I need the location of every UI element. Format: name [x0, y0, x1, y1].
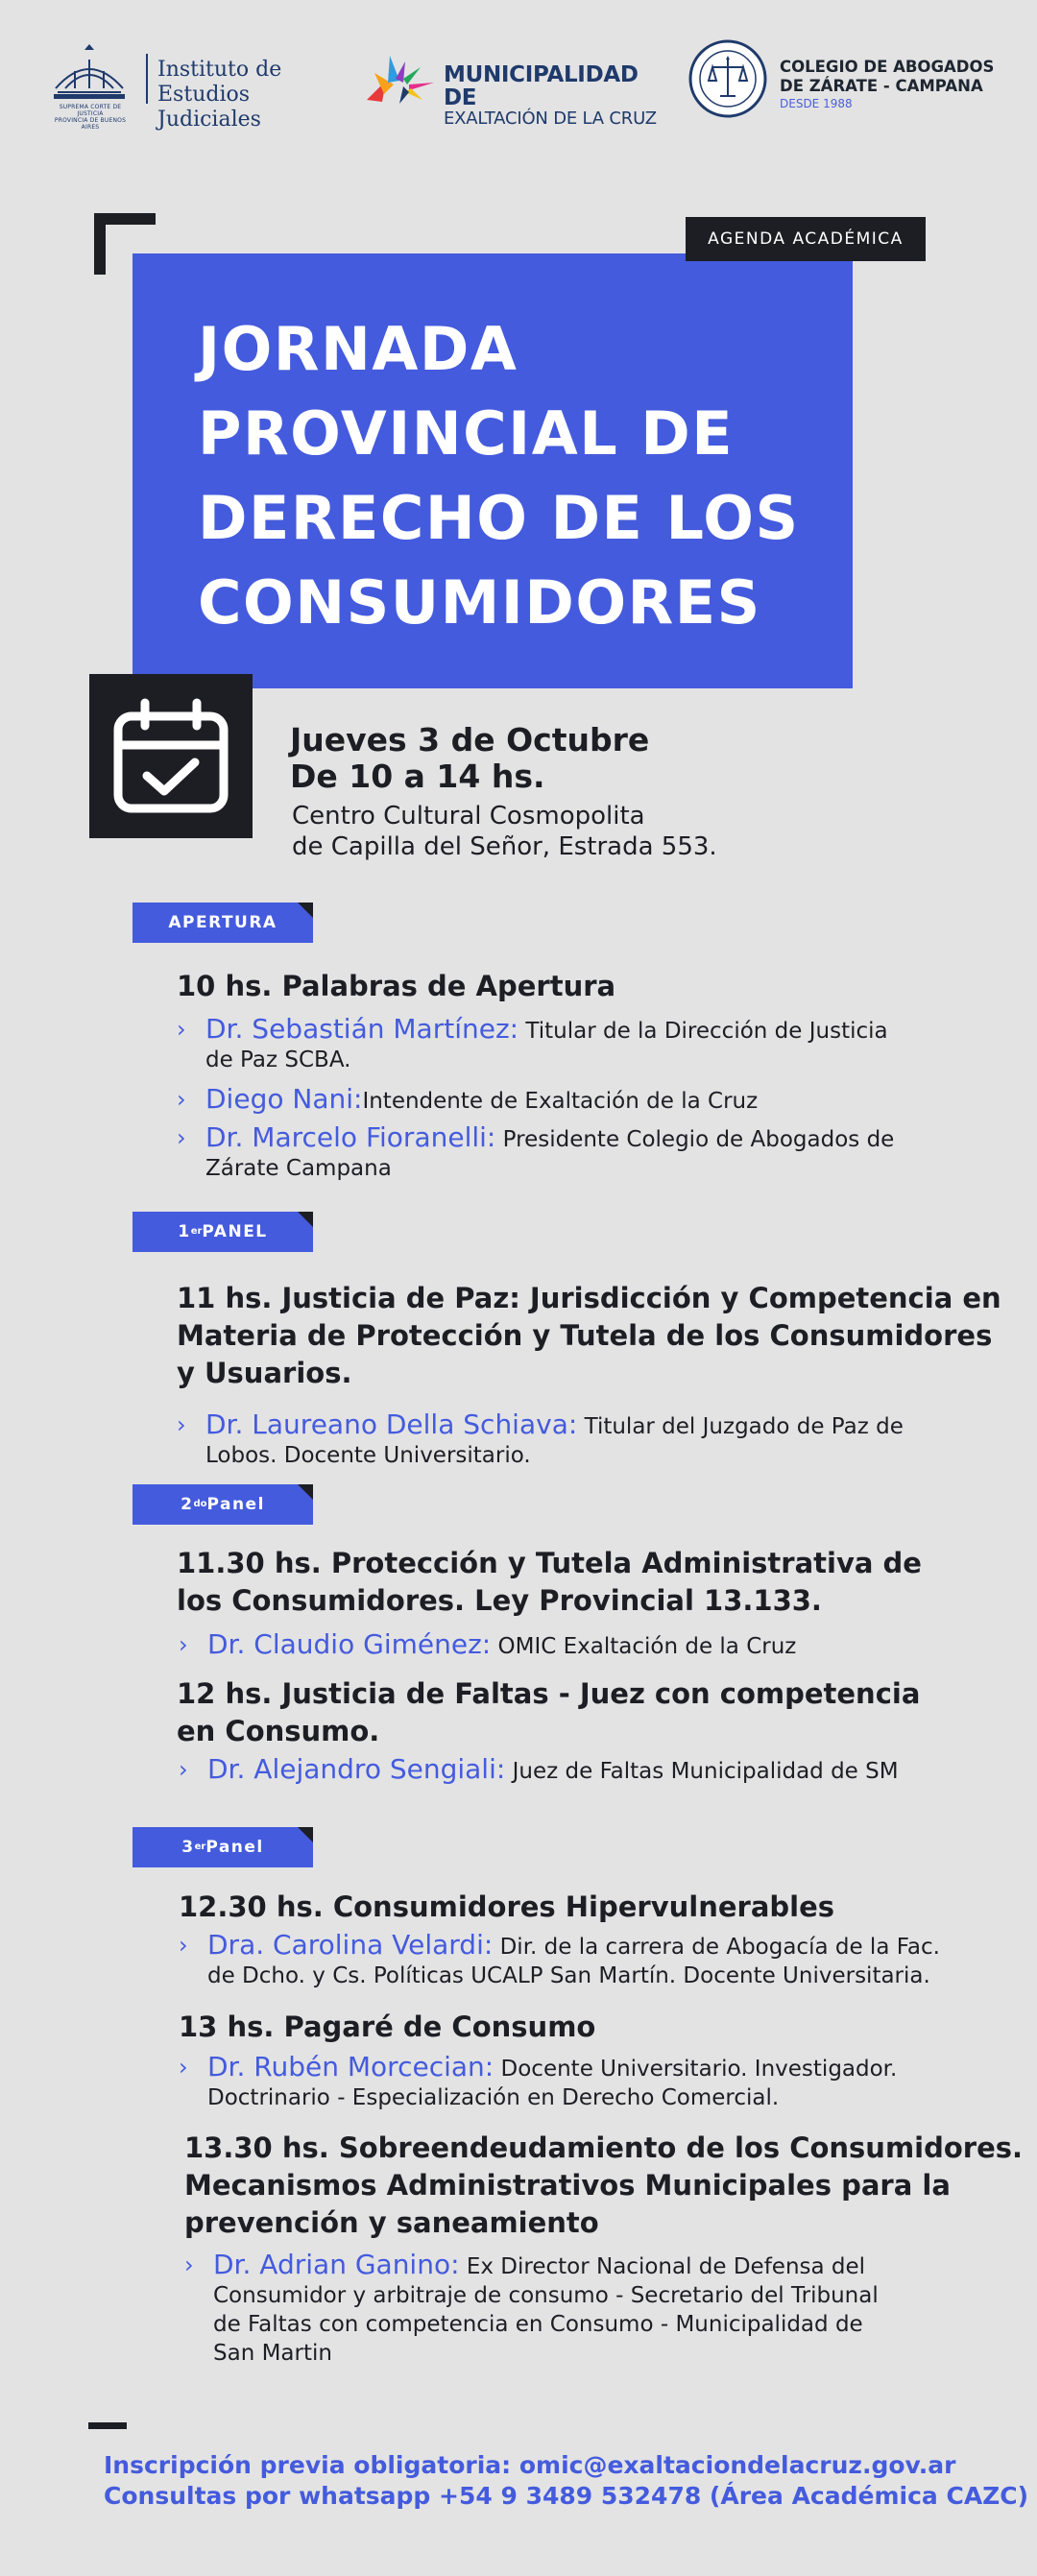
logo-colegio-abogados	[687, 38, 1014, 125]
speaker-role-cont: Consumidor y arbitraje de consumo - Secretario del Tribunal	[213, 2283, 879, 2308]
title-line-3: DERECHO DE LOS	[198, 483, 800, 553]
title-line-2: PROVINCIAL DE	[198, 398, 735, 469]
panel-1-tag: 1 er PANEL	[133, 1212, 313, 1252]
tag-number: 2	[181, 1495, 194, 1514]
speaker-name: Dr. Laureano Della Schiava:	[205, 1408, 578, 1440]
footer-whatsapp: Consultas por whatsapp +54 9 3489 532478 (Área Académica CAZC)	[104, 2482, 1029, 2510]
speaker-role: Dir. de la carrera de Abogacía de la Fac.	[493, 1935, 940, 1960]
speaker-item	[179, 1755, 928, 1786]
speaker-name: Diego Nani:	[205, 1083, 363, 1115]
tag-label: Panel	[205, 1838, 264, 1857]
speaker-role-cont: Zárate Campana	[205, 1156, 392, 1181]
talk-panel-3a: 12.30 hs. Consumidores Hipervulnerables	[179, 1890, 835, 1923]
chevron-right-icon: ›	[179, 1932, 188, 1959]
talk-panel-3b: 13 hs. Pagaré de Consumo	[179, 2010, 596, 2043]
speaker-name: Dra. Carolina Velardi:	[207, 1929, 494, 1961]
muni-line-1: MUNICIPALIDAD DE	[444, 62, 639, 110]
chevron-right-icon: ›	[179, 2054, 188, 2081]
speaker-name: Dr. Rubén Morcecian:	[207, 2051, 494, 2082]
calendar-box	[89, 674, 253, 838]
talk-line: 13.30 hs. Sobreendeudamiento de los Consumidores.	[184, 2131, 1024, 2164]
event-time: De 10 a 14 hs.	[290, 758, 545, 795]
colegio-line-2: DE ZÁRATE - CAMPANA	[780, 77, 983, 95]
logo-municipalidad	[361, 52, 668, 129]
venue-line-1: Centro Cultural Cosmopolita	[292, 802, 645, 831]
agenda-academica-badge: AGENDA ACADÉMICA	[686, 217, 926, 261]
talk-panel-3c	[184, 2130, 1023, 2242]
speaker-item	[177, 1410, 926, 1470]
speaker-role-cont: de Paz SCBA.	[205, 1047, 351, 1072]
speaker-name: Dr. Marcelo Fioranelli:	[205, 1121, 496, 1153]
logo-divider	[146, 54, 148, 104]
speaker-role: Intendente de Exaltación de la Cruz	[362, 1089, 759, 1114]
iej-name-line-1: Instituto de	[157, 58, 282, 82]
talk-panel-2b	[177, 1675, 920, 1750]
speaker-role: OMIC Exaltación de la Cruz	[491, 1634, 797, 1659]
chevron-right-icon: ›	[177, 1411, 186, 1438]
event-title	[198, 307, 832, 645]
talk-line: 12 hs. Justicia de Faltas - Juez con competencia	[177, 1677, 921, 1710]
footer-accent-bar	[88, 2422, 127, 2429]
speaker-item	[177, 1085, 926, 1116]
speaker-item	[179, 1630, 928, 1661]
talk-line: Materia de Protección y Tutela de los Consumidores	[177, 1319, 993, 1352]
tag-label: APERTURA	[168, 913, 277, 932]
speaker-item	[179, 2053, 947, 2112]
speaker-role-cont: San Martin	[213, 2341, 332, 2366]
title-box	[133, 253, 853, 688]
talk-panel-2a	[177, 1545, 922, 1620]
calendar-check-icon	[89, 674, 253, 838]
speaker-name: Dr. Alejandro Sengiali:	[207, 1753, 506, 1785]
municipal-star-icon	[361, 52, 440, 106]
event-venue	[292, 801, 717, 862]
talk-line: en Consumo.	[177, 1715, 380, 1747]
speaker-role: Presidente Colegio de Abogados de	[495, 1127, 895, 1152]
speaker-item	[179, 1931, 966, 1990]
chevron-right-icon: ›	[177, 1016, 186, 1043]
talk-line: y Usuarios.	[177, 1357, 352, 1389]
speaker-role-cont: Doctrinario - Especialización en Derecho Comercial.	[207, 2085, 780, 2110]
emblem-line-2: PROVINCIA DE BUENOS AIRES	[54, 117, 127, 131]
chevron-right-icon: ›	[184, 2251, 194, 2278]
footer-contact	[104, 2450, 1028, 2512]
apertura-tag	[133, 903, 313, 943]
speaker-role: Docente Universitario. Investigador.	[494, 2057, 898, 2082]
panel-3-tag: 3 er Panel	[133, 1827, 313, 1867]
colegio-line-1: COLEGIO DE ABOGADOS	[780, 58, 995, 76]
talk-line: los Consumidores. Ley Provincial 13.133.	[177, 1584, 822, 1617]
tag-label: Panel	[206, 1495, 265, 1514]
talk-panel-1	[177, 1280, 1001, 1392]
talk-apertura: 10 hs. Palabras de Apertura	[177, 970, 616, 1002]
speaker-role-cont: de Dcho. y Cs. Políticas UCALP San Martín. Docente Universitaria.	[207, 1963, 930, 1988]
logo-instituto-estudios-judiciales	[46, 42, 344, 132]
chevron-right-icon: ›	[177, 1086, 186, 1113]
emblem-line-1: SUPREMA CORTE DE JUSTICIA	[59, 104, 122, 117]
speaker-role: Ex Director Nacional de Defensa del	[459, 2254, 866, 2279]
colegio-since: DESDE 1988	[780, 97, 853, 110]
colegio-seal-icon	[687, 38, 768, 119]
talk-line: 11.30 hs. Protección y Tutela Administrativa de	[177, 1547, 922, 1579]
speaker-role: Titular del Juzgado de Paz de	[577, 1414, 904, 1439]
speaker-role: Titular de la Dirección de Justicia	[518, 1019, 888, 1044]
iej-name-line-2: Estudios Judiciales	[157, 83, 261, 132]
speaker-item	[177, 1123, 926, 1183]
chevron-right-icon: ›	[179, 1631, 188, 1658]
venue-line-2: de Capilla del Señor, Estrada 553.	[292, 832, 717, 861]
speaker-item	[184, 2251, 953, 2368]
tag-number: 3	[181, 1838, 195, 1857]
talk-line: prevención y saneamiento	[184, 2206, 599, 2239]
event-day: Jueves 3 de Octubre	[290, 721, 650, 758]
speaker-role-cont: Lobos. Docente Universitario.	[205, 1443, 531, 1468]
speaker-name: Dr. Adrian Ganino:	[213, 2249, 460, 2280]
talk-line: Mecanismos Administrativos Municipales para la	[184, 2169, 951, 2202]
footer-registration: Inscripción previa obligatoria: omic@exaltaciondelacruz.gov.ar	[104, 2451, 956, 2479]
panel-2-tag: 2 do Panel	[133, 1484, 313, 1525]
speaker-name: Dr. Sebastián Martínez:	[205, 1013, 519, 1045]
speaker-item	[177, 1015, 926, 1074]
title-line-4: CONSUMIDORES	[198, 567, 761, 638]
muni-line-2: EXALTACIÓN DE LA CRUZ	[444, 108, 657, 129]
talk-line: 11 hs. Justicia de Paz: Jurisdicción y Competencia en	[177, 1282, 1001, 1314]
speaker-role: Juez de Faltas Municipalidad de SM	[505, 1759, 899, 1784]
tag-number: 1	[178, 1222, 191, 1241]
chevron-right-icon: ›	[177, 1124, 186, 1151]
chevron-right-icon: ›	[179, 1756, 188, 1783]
event-date	[290, 722, 649, 795]
title-line-1: JORNADA	[198, 314, 518, 384]
speaker-name: Dr. Claudio Giménez:	[207, 1628, 492, 1660]
tag-label: PANEL	[202, 1222, 268, 1241]
speaker-role-cont: de Faltas con competencia en Consumo - Municipalidad de	[213, 2312, 863, 2337]
